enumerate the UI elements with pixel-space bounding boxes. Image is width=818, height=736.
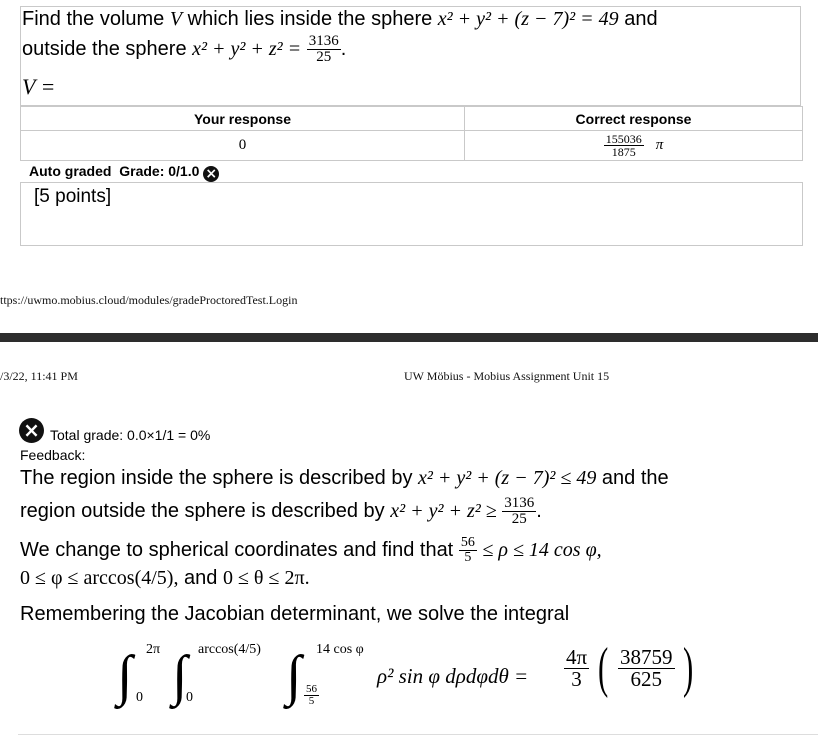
response-table [20, 106, 803, 161]
grade-label: Grade: 0/1.0 [119, 163, 200, 179]
fraction-denominator: 5 [464, 550, 472, 565]
feedback-text-and: and the [601, 467, 669, 489]
fraction-denominator: 5 [308, 695, 315, 707]
feedback-text: region outside the sphere is described by [20, 499, 385, 522]
correct-response-header: Correct response [465, 107, 803, 131]
fraction-numerator: 38759 [620, 645, 673, 669]
your-response-header: Your response [21, 107, 465, 131]
left-paren: ( [598, 637, 609, 699]
question-text-and: and [624, 8, 658, 30]
outside-sphere-inequality: x² + y² + z² ≥ [390, 499, 497, 522]
fraction-numerator: 3136 [504, 495, 535, 511]
inside-sphere-inequality: x² + y² + (z − 7)² ≤ 49 [418, 467, 597, 489]
fraction-numerator: 3136 [308, 33, 339, 49]
question-line-1 [22, 8, 658, 31]
print-timestamp: /3/22, 11:41 PM [0, 369, 78, 383]
integral-sign-3: ∫ [286, 645, 302, 707]
fraction-denominator: 625 [630, 667, 662, 691]
total-incorrect-icon: × [19, 418, 44, 443]
feedback-line-4 [20, 567, 310, 590]
integrand: ρ² sin φ dρdφdθ = [377, 664, 529, 688]
fraction-denominator: 3 [571, 667, 582, 691]
feedback-label: Feedback: [20, 447, 86, 463]
feedback-text: The region inside the sphere is described by [20, 467, 413, 489]
integral-sign-1: ∫ [117, 645, 133, 707]
integral-1-lower: 0 [136, 690, 143, 705]
theta-range: 0 ≤ θ ≤ 2π. [222, 567, 310, 589]
integral-3-upper: 14 cos φ [316, 642, 364, 657]
bottom-divider [18, 734, 818, 735]
total-grade: Total grade: 0.0×1/1 = 0% [50, 427, 211, 443]
result-fraction [564, 647, 589, 690]
integral-1-upper: 2π [146, 642, 161, 657]
sphere-equation-1: x² + y² + (z − 7)² = 49 [437, 8, 619, 30]
period: . [340, 37, 347, 60]
fraction-denominator: 25 [511, 511, 527, 527]
rho-range: ≤ ρ ≤ 14 cos φ, [482, 538, 602, 561]
feedback-line-2 [20, 496, 542, 527]
points-label: [5 points] [34, 186, 112, 207]
paren-fraction [618, 647, 675, 690]
question-text-mid: which lies inside the sphere [187, 8, 433, 30]
period: . [536, 499, 542, 522]
page-separator [0, 333, 818, 342]
feedback-line-3 [20, 536, 602, 565]
feedback-line-5: Remembering the Jacobian determinant, we solve the integral [20, 603, 570, 625]
feedback-text: We change to spherical coordinates and find that [20, 538, 454, 561]
auto-graded-label: Auto graded [29, 163, 112, 179]
radius-fraction [307, 34, 341, 65]
radius-fraction [502, 496, 536, 527]
question-line-2 [22, 34, 346, 65]
correct-denominator: 1875 [611, 145, 636, 159]
phi-range: 0 ≤ φ ≤ arccos(4/5), [20, 567, 179, 589]
answer-label: V = [22, 74, 56, 99]
integral-3-lower [304, 684, 319, 707]
fraction-numerator: 4π [566, 645, 588, 669]
fraction-numerator: 56 [306, 683, 317, 695]
points-box [20, 182, 803, 246]
question-text-outside: outside the sphere [22, 37, 187, 60]
your-response-value: 0 [21, 131, 465, 161]
correct-numerator: 155036 [605, 132, 642, 146]
integral-sign-2: ∫ [172, 645, 188, 707]
right-paren: ) [683, 637, 694, 699]
correct-response-value [465, 131, 803, 161]
print-title: UW Möbius - Mobius Assignment Unit 15 [404, 369, 610, 383]
grade-line [29, 163, 219, 182]
incorrect-icon: × [203, 166, 219, 182]
integral-2-lower: 0 [186, 690, 193, 705]
integral-2-upper: arccos(4/5) [198, 642, 261, 657]
question-text: Find the volume [22, 8, 165, 30]
fraction-numerator: 56 [460, 535, 475, 550]
feedback-text-and: and [184, 567, 218, 589]
correct-fraction [604, 133, 644, 158]
sphere-equation-2: x² + y² + z² = [192, 37, 302, 60]
print-url: ttps://uwmo.mobius.cloud/modules/gradeProctoredTest.Login [0, 293, 298, 307]
fraction-denominator: 25 [316, 49, 332, 65]
feedback-line-1 [20, 467, 669, 490]
rho-lower-fraction [459, 536, 477, 565]
pi-symbol: π [655, 137, 664, 154]
volume-variable: V [169, 8, 183, 30]
